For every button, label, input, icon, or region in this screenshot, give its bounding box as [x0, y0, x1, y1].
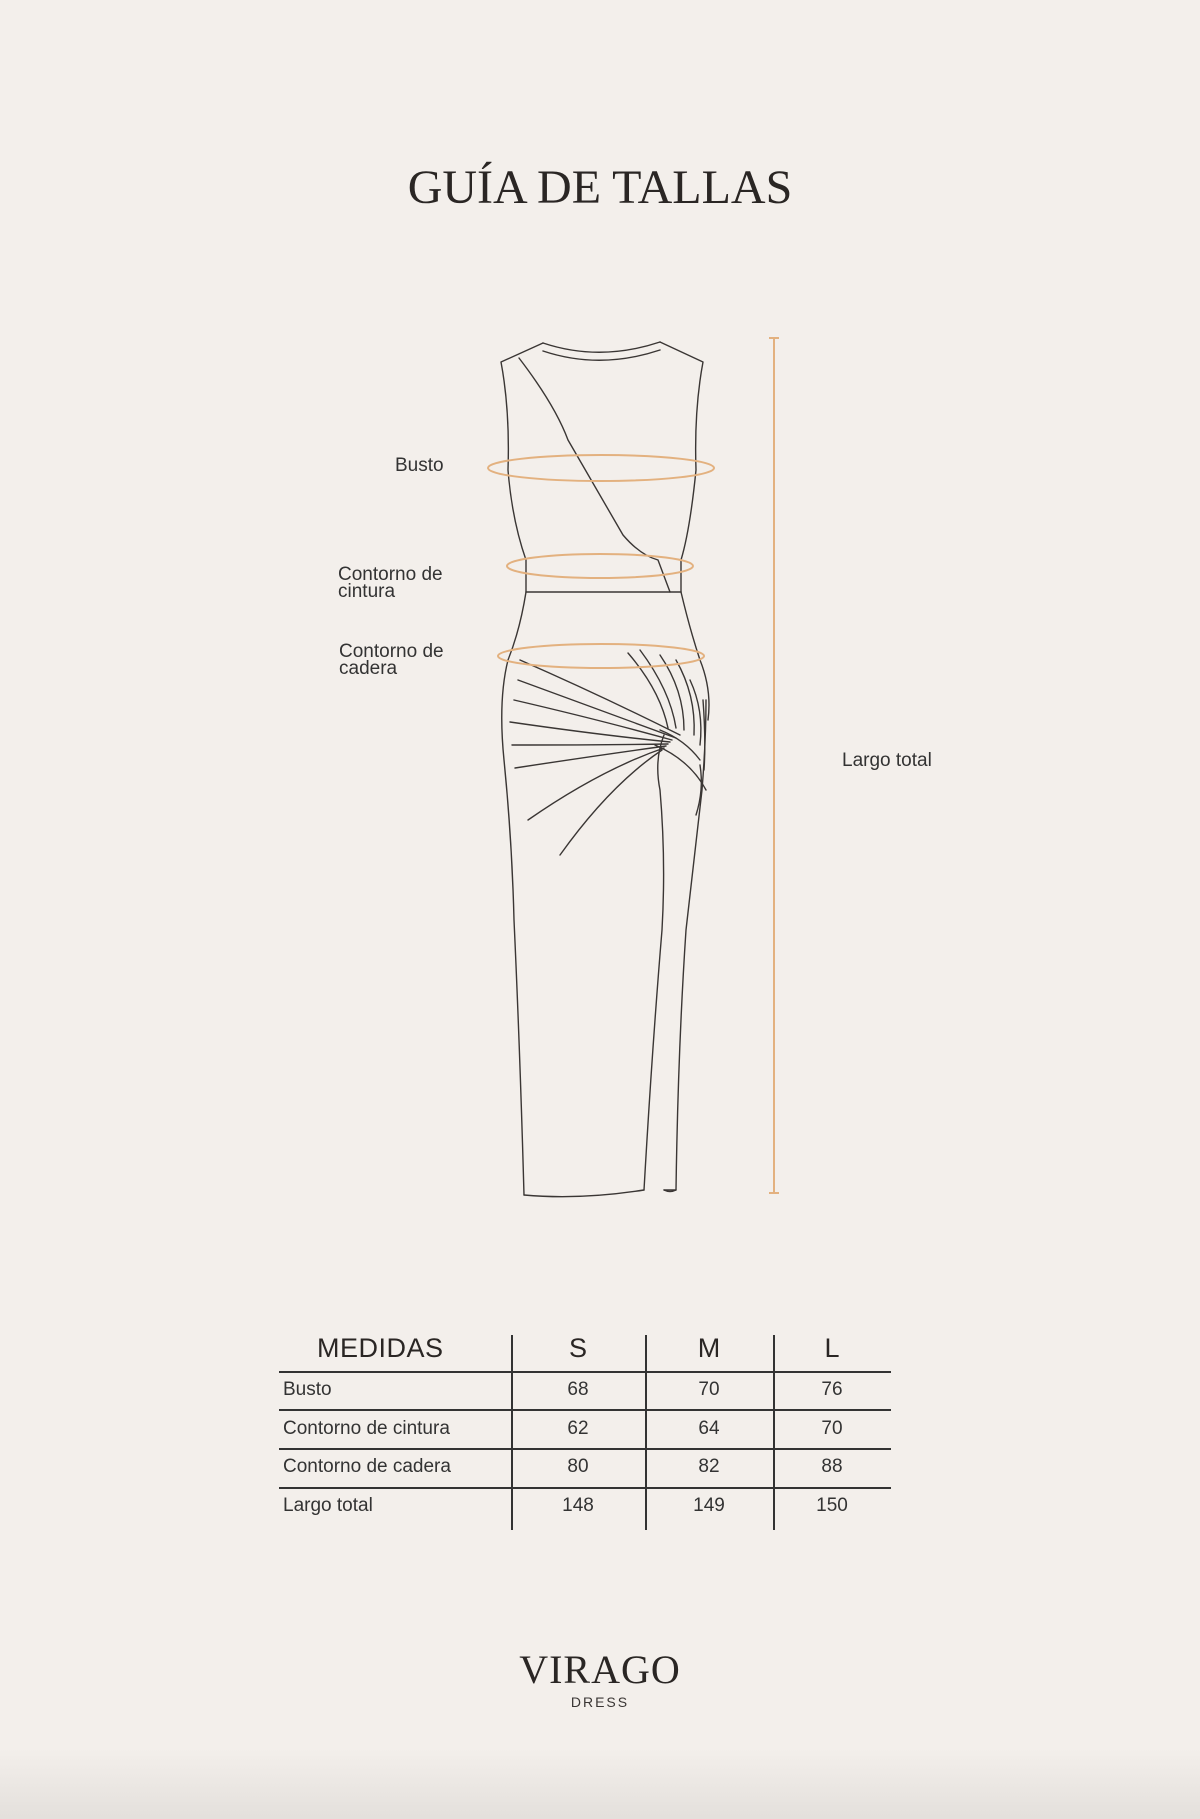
- cell-value: 88: [821, 1456, 843, 1478]
- table-column-divider: [773, 1335, 775, 1530]
- dress-slit-right: [664, 700, 706, 1190]
- cell-value: 62: [567, 1417, 589, 1439]
- table-row: [279, 1371, 891, 1410]
- table-column-divider: [645, 1335, 647, 1530]
- dress-neckline: [543, 342, 660, 352]
- table-divider: [279, 1448, 891, 1450]
- bottom-shade: [0, 1749, 1200, 1819]
- table-column-divider: [511, 1335, 513, 1530]
- dress-hem: [524, 1190, 644, 1197]
- label-cintura-line2: cintura: [338, 581, 396, 602]
- cell-value: 150: [816, 1494, 848, 1516]
- brand-sub: DRESS: [570, 1694, 630, 1710]
- table-header: [279, 1325, 891, 1371]
- cell-value: 76: [821, 1379, 843, 1401]
- label-largo-total: Largo total: [842, 750, 932, 771]
- table-row: [279, 1448, 891, 1487]
- cell-value: 148: [562, 1494, 594, 1516]
- dress-slit-left: [644, 735, 664, 1190]
- page-title: GUÍA DE TALLAS: [407, 161, 793, 214]
- dress-neckline-inner: [543, 350, 660, 360]
- table-divider: [279, 1487, 891, 1489]
- header-size-m: M: [697, 1332, 721, 1363]
- waist-measure-ring: [507, 554, 693, 578]
- cell-value: 70: [821, 1417, 843, 1439]
- table-divider: [279, 1371, 891, 1373]
- table-row: [279, 1487, 891, 1526]
- brand-name: VIRAGO: [519, 1647, 681, 1692]
- brand-logo: [0, 1647, 1200, 1710]
- label-cadera-line2: cadera: [339, 658, 398, 679]
- table-row: [279, 1410, 891, 1449]
- label-cintura: [338, 566, 468, 600]
- label-busto: Busto: [395, 455, 444, 476]
- dress-skirt-left: [502, 592, 526, 1195]
- row-label: Busto: [283, 1379, 332, 1401]
- row-label: Largo total: [283, 1494, 373, 1516]
- label-cintura-line1: Contorno de: [338, 564, 443, 585]
- label-cadera: [339, 643, 469, 677]
- row-label: Contorno de cintura: [283, 1417, 450, 1439]
- dress-left-side: [501, 343, 543, 592]
- cell-value: 82: [698, 1456, 720, 1478]
- bust-measure-ring: [488, 455, 714, 481]
- row-label: Contorno de cadera: [283, 1456, 451, 1478]
- hip-measure-ring: [498, 644, 704, 668]
- table-divider: [279, 1409, 891, 1411]
- header-size-s: S: [568, 1332, 587, 1363]
- label-cadera-line1: Contorno de: [339, 641, 444, 662]
- cell-value: 149: [693, 1494, 725, 1516]
- cell-value: 80: [567, 1456, 589, 1478]
- header-medidas: MEDIDAS: [317, 1332, 444, 1363]
- cell-value: 64: [698, 1417, 720, 1439]
- size-table: [279, 1325, 891, 1525]
- dress-right-side: [660, 342, 703, 592]
- header-size-l: L: [824, 1332, 840, 1363]
- cell-value: 70: [698, 1379, 720, 1401]
- cell-value: 68: [567, 1379, 589, 1401]
